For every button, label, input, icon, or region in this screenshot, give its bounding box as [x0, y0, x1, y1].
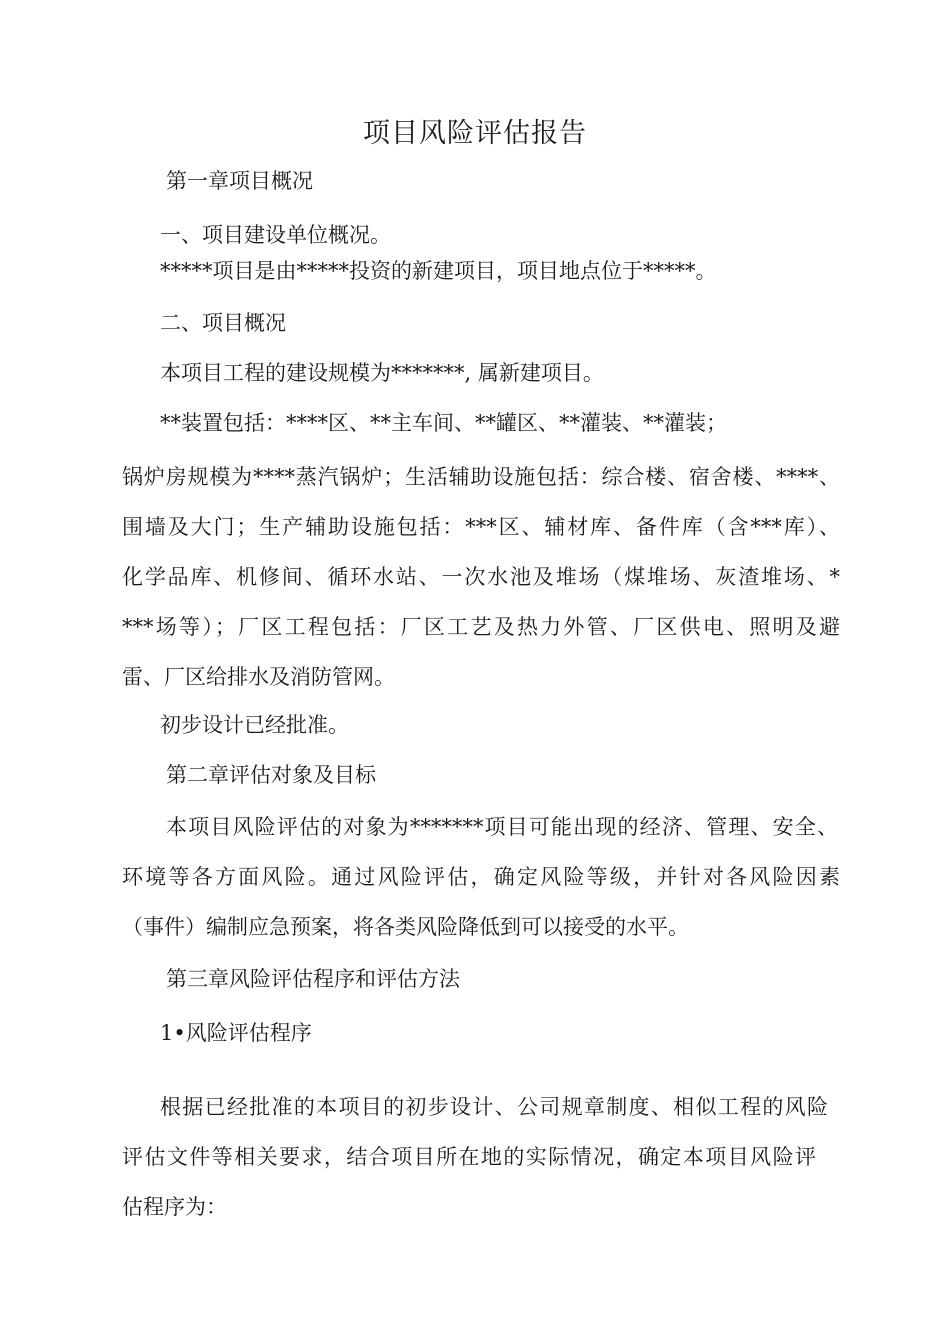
paragraph-line: 评估文件等相关要求，结合项目所在地的实际情况，确定本项目风险评: [122, 1145, 816, 1169]
paragraph-line: （事件）编制应急预案，将各类风险降低到可以接受的水平。: [122, 915, 689, 939]
paragraph-line: ***场等）；厂区工程包括：厂区工艺及热力外管、厂区供电、照明及避: [122, 615, 840, 639]
chapter-1-heading: 第一章项目概况: [166, 169, 313, 193]
paragraph-line: 化学品库、机修间、循环水站、一次水池及堆场（煤堆场、灰渣堆场、*: [122, 565, 840, 589]
paragraph-line: 围墙及大门；生产辅助设施包括：***区、辅材库、备件库（含***库）、: [122, 515, 840, 539]
paragraph-line: 估程序为：: [122, 1195, 227, 1219]
document-title: 项目风险评估报告: [363, 118, 587, 149]
paragraph-line: 本项目风险评估的对象为*******项目可能出现的经济、管理、安全、: [166, 815, 838, 839]
chapter-3-heading: 第三章风险评估程序和评估方法: [166, 967, 460, 991]
paragraph-line: 锅炉房规模为****蒸汽锅炉；生活辅助设施包括：综合楼、宿舍楼、****、: [122, 465, 840, 489]
paragraph-line: 雷、厂区给排水及消防管网。: [122, 665, 395, 689]
paragraph-line: 根据已经批准的本项目的初步设计、公司规章制度、相似工程的风险: [160, 1095, 828, 1119]
subsection-heading: 1•风险评估程序: [160, 1021, 312, 1045]
paragraph-line: 环境等各方面风险。通过风险评估，确定风险等级，并针对各风险因素: [122, 865, 840, 889]
chapter-2-heading: 第二章评估对象及目标: [166, 763, 376, 787]
paragraph-line: 初步设计已经批准。: [160, 713, 349, 737]
paragraph-line: 本项目工程的建设规模为*******, 属新建项目。: [160, 361, 604, 385]
paragraph-line: **装置包括：****区、**主车间、**罐区、**灌装、**灌装；: [160, 411, 727, 435]
section-1-heading: 一、项目建设单位概况。: [160, 223, 391, 247]
section-2-heading: 二、项目概况: [160, 311, 286, 335]
paragraph-line: *****项目是由*****投资的新建项目，项目地点位于*****。: [160, 259, 717, 283]
